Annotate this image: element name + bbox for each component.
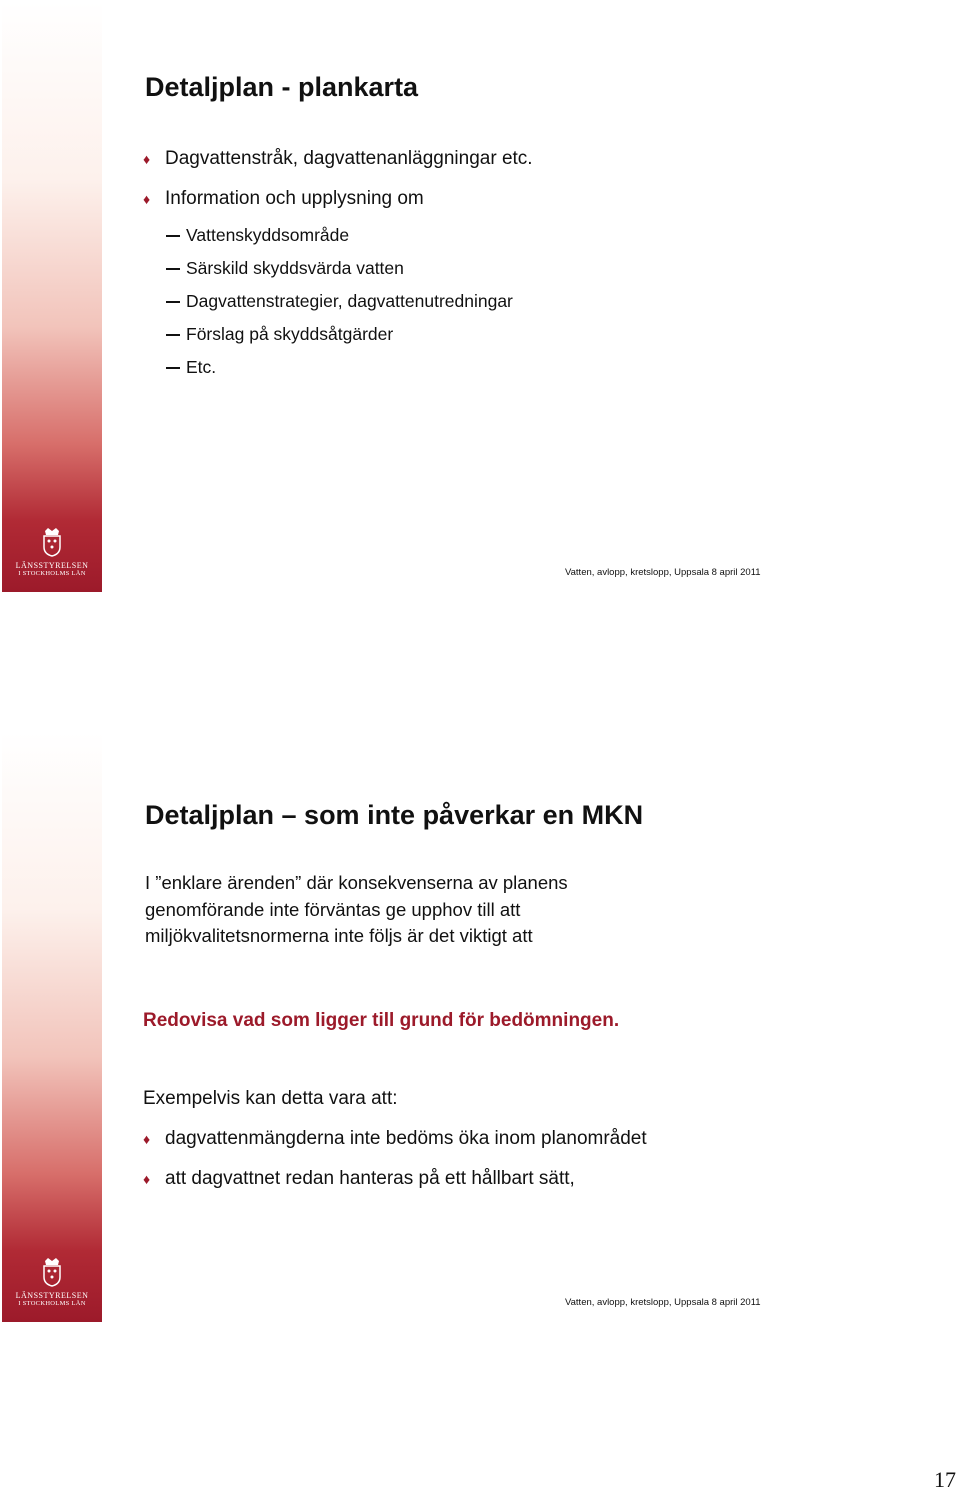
- bullet-text: Dagvattenstråk, dagvattenanläggningar etc.: [165, 148, 533, 169]
- page-number: 17: [934, 1467, 956, 1492]
- slide-title: Detaljplan - plankarta: [145, 72, 419, 102]
- diamond-bullet-icon: ♦: [143, 1171, 151, 1187]
- dash-bullet-icon: [166, 268, 180, 270]
- slide-2: [0, 732, 960, 1322]
- logo-text-line2: I STOCKHOLMS LÄN: [18, 570, 86, 577]
- slide-footer: Vatten, avlopp, kretslopp, Uppsala 8 april 2011: [565, 1297, 761, 1308]
- lansstyrelsen-logo: [12, 527, 92, 578]
- intro-text: Exempelvis kan detta vara att:: [143, 1088, 398, 1109]
- sub-item-text: Etc.: [186, 357, 217, 377]
- slide-footer: Vatten, avlopp, kretslopp, Uppsala 8 april 2011: [565, 567, 761, 578]
- sub-item-text: Vattenskyddsområde: [186, 225, 350, 245]
- logo-text-line2: I STOCKHOLMS LÄN: [18, 1300, 86, 1307]
- body-line: I ”enklare ärenden” där konsekvenserna av planens: [145, 872, 568, 893]
- bullet-text: Information och upplysning om: [165, 188, 424, 209]
- logo-text-line1: LÄNSSTYRELSEN: [15, 561, 89, 570]
- slide-sidebar: [2, 2, 102, 592]
- bullet-item: [143, 1128, 647, 1150]
- sub-item: [166, 225, 349, 246]
- logo-text-line1: LÄNSSTYRELSEN: [15, 1291, 89, 1300]
- sub-item-text: Särskild skyddsvärda vatten: [186, 258, 404, 278]
- body-line: genomförande inte förväntas ge upphov till att: [145, 898, 521, 920]
- highlight-text: Redovisa vad som ligger till grund för bedömningen.: [143, 1010, 620, 1031]
- sub-item-text: Dagvattenstrategier, dagvattenutredningar: [186, 291, 513, 311]
- bullet-text: dagvattenmängderna inte bedöms öka inom planområdet: [165, 1128, 647, 1149]
- crown-crest-icon: [41, 1257, 63, 1287]
- bullet-item: [143, 188, 424, 210]
- bullet-item: [143, 148, 533, 170]
- lansstyrelsen-logo: [12, 1257, 92, 1308]
- dash-bullet-icon: [166, 367, 180, 369]
- diamond-bullet-icon: ♦: [143, 191, 151, 207]
- crown-crest-icon: [41, 527, 63, 557]
- bullet-item: [143, 1168, 575, 1190]
- bullet-text: att dagvattnet redan hanteras på ett hållbart sätt,: [165, 1168, 575, 1189]
- slide-1: [0, 2, 960, 592]
- dash-bullet-icon: [166, 301, 180, 303]
- slide-title: Detaljplan – som inte påverkar en MKN: [145, 800, 644, 830]
- diamond-bullet-icon: ♦: [143, 1131, 151, 1147]
- sub-item: [166, 357, 216, 378]
- sub-item: [166, 291, 513, 312]
- slide-sidebar: [2, 732, 102, 1322]
- body-paragraph: [145, 870, 568, 950]
- body-line: miljökvalitetsnormerna inte följs är det viktigt att: [145, 925, 533, 946]
- diamond-bullet-icon: ♦: [143, 151, 151, 167]
- sub-item-text: Förslag på skyddsåtgärder: [186, 324, 394, 344]
- dash-bullet-icon: [166, 334, 180, 336]
- sub-item: [166, 258, 404, 279]
- dash-bullet-icon: [166, 235, 180, 237]
- sub-item: [166, 324, 393, 345]
